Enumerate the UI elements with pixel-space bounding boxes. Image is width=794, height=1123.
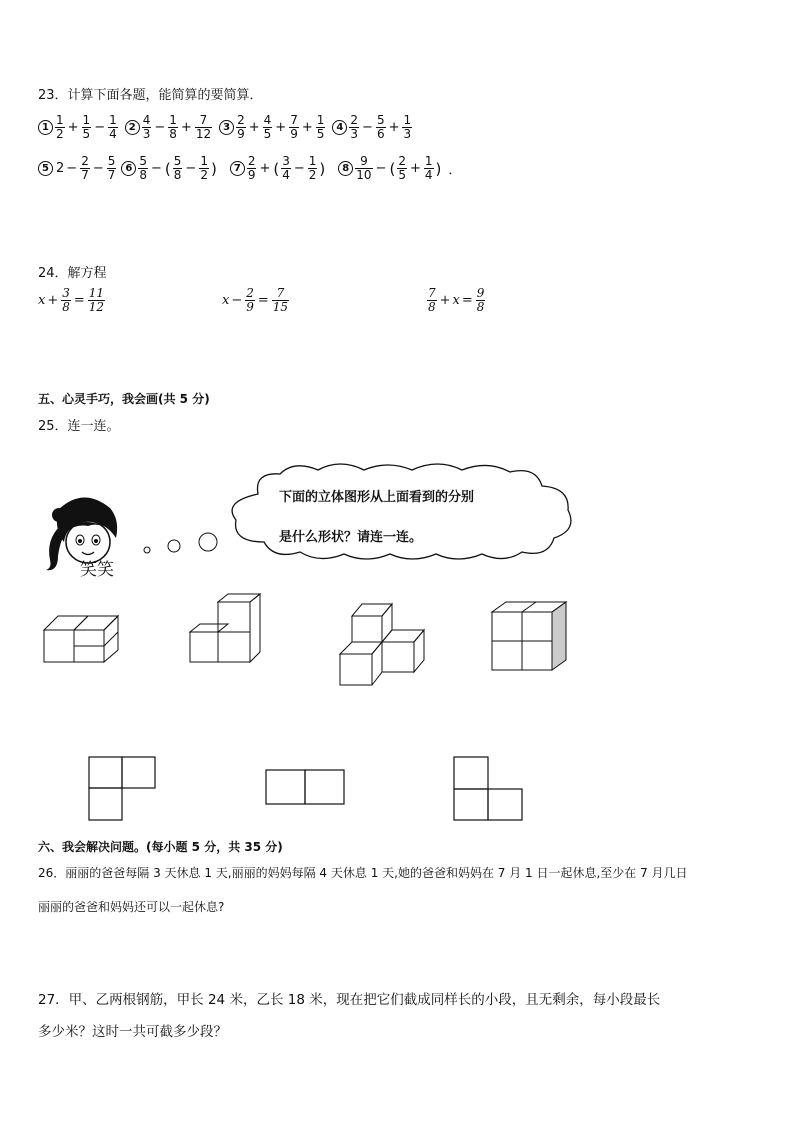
fraction: $\frac{7}{12}$ [195, 113, 212, 141]
fraction: $\frac{9}{10}$ [356, 154, 372, 182]
fraction: $\frac{5}{6}$ [376, 113, 385, 141]
fraction: $\frac{1}{8}$ [169, 113, 177, 141]
fraction: $\frac{1}{3}$ [403, 113, 412, 141]
fraction: $\frac{2}{9}$ [247, 154, 256, 182]
fraction: $\frac{3}{8}$ [62, 286, 70, 314]
fraction: $\frac{1}{4}$ [424, 154, 433, 182]
fraction: $\frac{5}{8}$ [173, 154, 182, 182]
top-view-2 [265, 769, 347, 807]
circle-number-icon: 6 [121, 161, 136, 176]
fraction: $\frac{1}{2}$ [56, 113, 64, 141]
fraction: $\frac{2}{3}$ [350, 113, 359, 141]
fraction: $\frac{7}{9}$ [290, 113, 298, 141]
circle-number-icon: 1 [38, 120, 53, 135]
fraction: $\frac{2}{9}$ [246, 286, 254, 314]
cloud-text-line-1: 下面的立体图形从上面看到的分别 [279, 490, 475, 505]
equation-1: x + $\frac{3}{8}$ = $\frac{11}{12}$ [38, 286, 105, 314]
q26-line-1: 26．丽丽的爸爸每隔 3 天休息 1 天,丽丽的妈妈每隔 4 天休息 1 天,她的爸爸和妈妈在 7 月 1 日一起休息,至少在 7 月几日 [38, 866, 688, 880]
q26-line-2: 丽丽的爸爸和妈妈还可以一起休息? [38, 900, 225, 914]
fraction: $\frac{1}{5}$ [82, 113, 91, 141]
solid-figure-2 [188, 592, 264, 664]
section-5-heading: 五、心灵手巧，我会画(共 5 分) [38, 392, 210, 406]
fraction: $\frac{2}{7}$ [81, 154, 89, 182]
q25-title: 25．连一连。 [38, 419, 120, 434]
fraction: $\frac{7}{15}$ [272, 286, 289, 314]
circle-number-icon: 5 [38, 161, 53, 176]
fraction: $\frac{3}{4}$ [282, 154, 290, 182]
equation-3: $\frac{7}{8}$ + x = $\frac{9}{8}$ [428, 286, 485, 314]
equation-2: x − $\frac{2}{9}$ = $\frac{7}{15}$ [222, 286, 289, 314]
fraction: $\frac{2}{9}$ [237, 113, 245, 141]
q23-row2: 5 2 − $\frac{2}{7}$ − $\frac{5}{7}$ 6 $\frac{5}{8}$ − ( $\frac{5}{8}$ − $\frac{1}{2}$ ) 7 $\frac{2}{9}$ + ( $\frac{3}{4}$ − $\frac{1}{2}$ ) 8 $\frac{9}{10}$ − ( $\frac{2}{5}$ + $\frac{1}{4}$ ) ． [38, 155, 461, 182]
fraction: $\frac{7}{8}$ [428, 286, 436, 314]
q23-row1: 1 $\frac{1}{2}$ + $\frac{1}{5}$ − $\frac{1}{4}$ 2 $\frac{4}{3}$ − $\frac{1}{8}$ + $\frac{7}{12}$ 3 $\frac{2}{9}$ + $\frac{4}{5}$ + $\frac{7}{9}$ + $\frac{1}{5}$ 4 $\frac{2}{3}$ − $\frac{5}{6}$ + $\frac{1}{3}$ [38, 114, 413, 141]
circle-number-icon: 7 [230, 161, 245, 176]
circle-number-icon: 8 [338, 161, 353, 176]
q27-line-1: 27．甲、乙两根钢筋，甲长 24 米，乙长 18 米，现在把它们截成同样长的小段，且无剩余，每小段最长 [38, 992, 661, 1008]
cloud-text-line-2: 是什么形状？请连一连。 [279, 530, 423, 545]
circle-number-icon: 2 [125, 120, 140, 135]
fraction: $\frac{1}{5}$ [316, 113, 325, 141]
fraction: $\frac{1}{2}$ [308, 154, 317, 182]
fraction: $\frac{9}{8}$ [476, 286, 485, 314]
q23-title: 23．计算下面各题，能简算的要简算． [38, 88, 263, 103]
fraction: $\frac{1}{2}$ [200, 154, 208, 182]
fraction: $\frac{5}{8}$ [139, 154, 148, 182]
q27-line-2: 多少米？这时一共可截多少段？ [38, 1024, 227, 1040]
thought-cloud [218, 462, 580, 562]
circle-number-icon: 3 [219, 120, 234, 135]
fraction: $\frac{4}{3}$ [142, 113, 151, 141]
section-6-heading: 六、我会解决问题。(每小题 5 分，共 35 分) [38, 840, 283, 854]
solid-figure-4 [490, 600, 570, 672]
girl-caption: 笑笑 [80, 560, 114, 580]
top-view-3 [453, 756, 525, 822]
fraction: $\frac{1}{4}$ [109, 113, 117, 141]
fraction: $\frac{5}{7}$ [107, 154, 116, 182]
fraction: $\frac{11}{12}$ [88, 286, 105, 314]
thought-bubbles [138, 528, 222, 558]
solid-figure-3 [338, 602, 428, 688]
top-view-1 [88, 756, 158, 822]
fraction: $\frac{4}{5}$ [263, 113, 272, 141]
fraction: $\frac{2}{5}$ [398, 154, 406, 182]
q24-title: 24．解方程 [38, 266, 107, 281]
circle-number-icon: 4 [332, 120, 347, 135]
solid-figure-1 [42, 608, 122, 666]
